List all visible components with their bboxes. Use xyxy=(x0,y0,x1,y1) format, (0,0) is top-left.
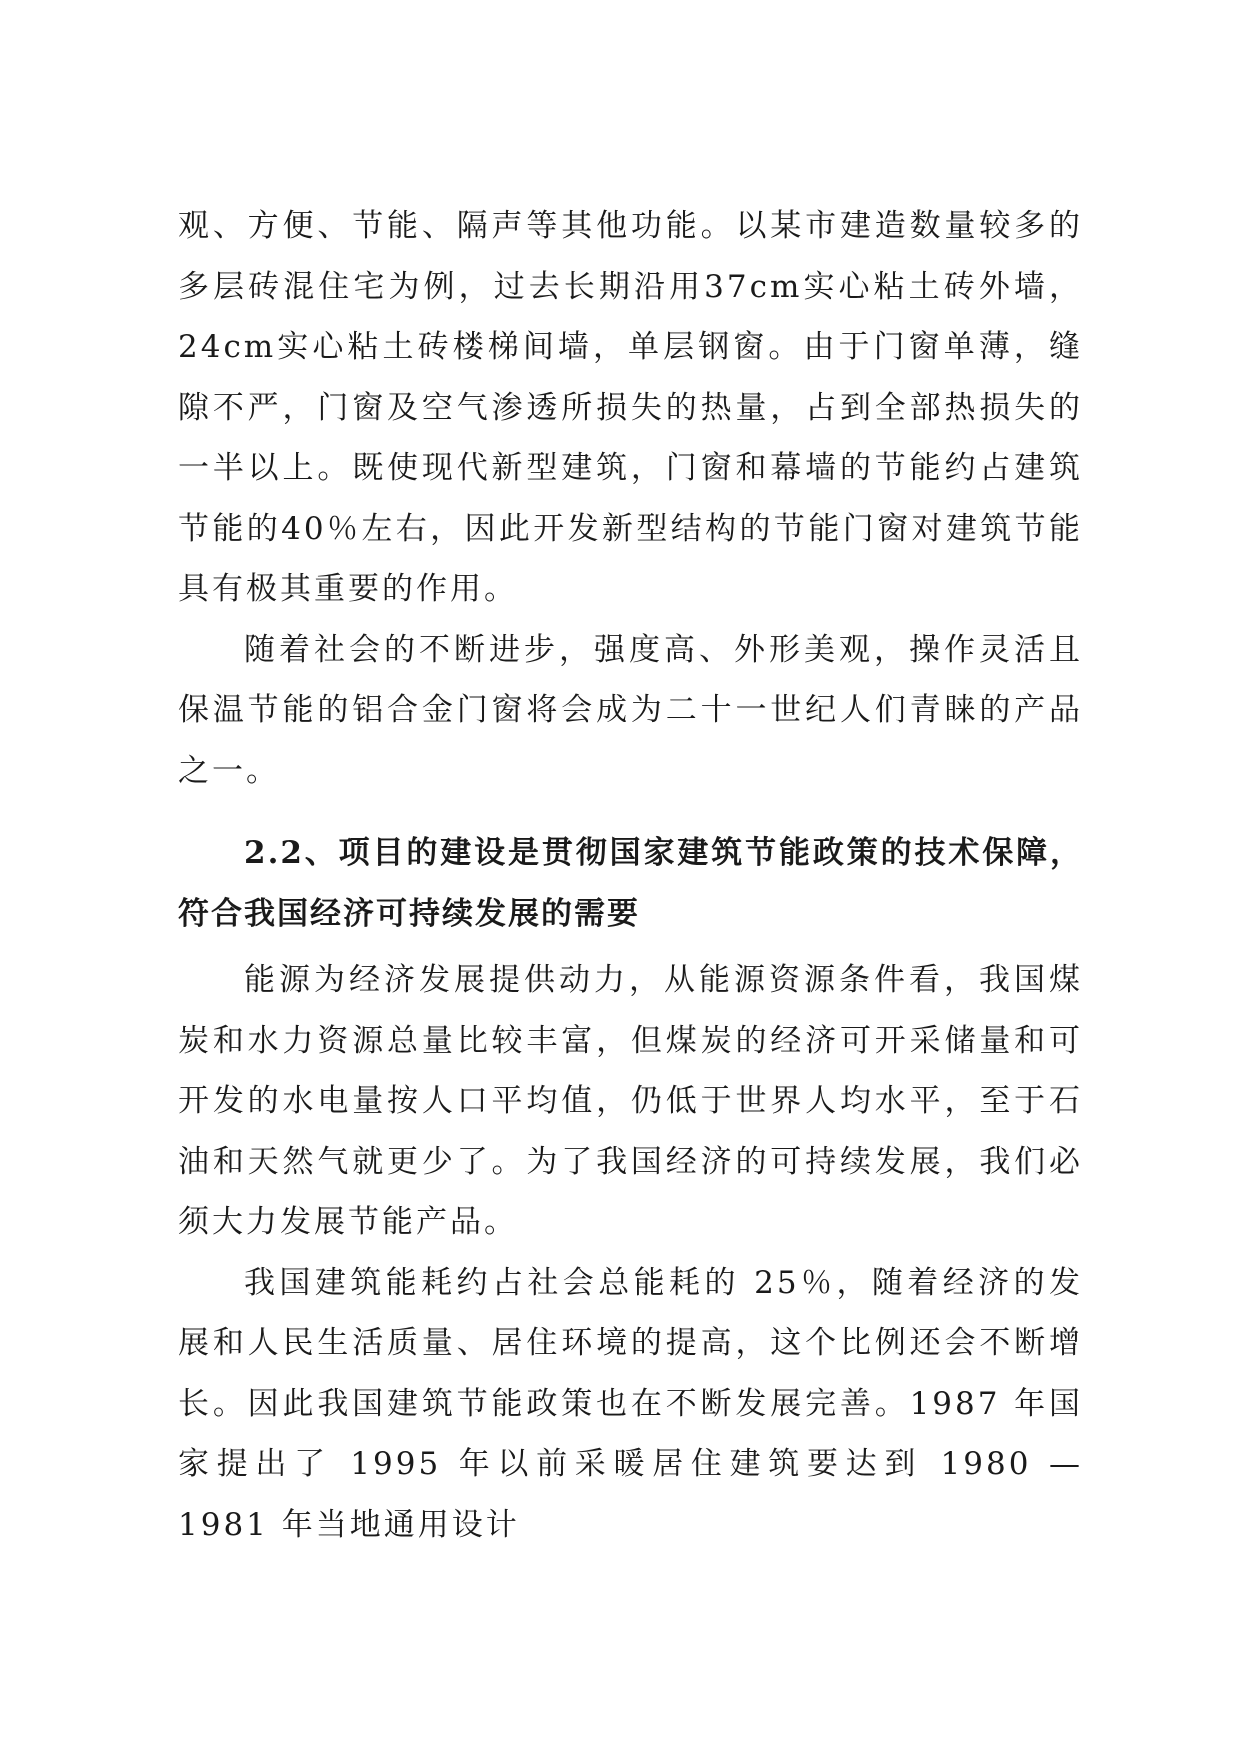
paragraph-building-energy-policy: 我国建筑能耗约占社会总能耗的 25％，随着经济的发展和人民生活质量、居住环境的提高，这个比例还会不断增长。因此我国建筑节能政策也在不断发展完善。1987 年国家提出了 1995 年以前采暖居住建筑要达到 1980 — 1981 年当地通用设计 xyxy=(178,1264,1083,1543)
paragraph-continuation: 观、方便、节能、隔声等其他功能。以某市建造数量较多的多层砖混住宅为例，过去长期沿用37cm实心粘土砖外墙，24cm实心粘土砖楼梯间墙，单层钢窗。由于门窗单薄，缝隙不严，门窗及空气渗透所损失的热量，占到全部热损失的一半以上。既使现代新型建筑，门窗和幕墙的节能约占建筑节能的40％左右，因此开发新型结构的节能门窗对建筑节能具有极其重要的作用。 xyxy=(178,208,1083,607)
document-page xyxy=(178,196,1083,1555)
paragraph-aluminum-windows: 随着社会的不断进步，强度高、外形美观，操作灵活且保温节能的铝合金门窗将会成为二十一世纪人们青睐的产品之一。 xyxy=(178,631,1083,789)
paragraph-energy-resources: 能源为经济发展提供动力，从能源资源条件看，我国煤炭和水力资源总量比较丰富，但煤炭的经济可开采储量和可开发的水电量按人口平均值，仍低于世界人均水平，至于石油和天然气就更少了。为了我国经济的可持续发展，我们必须大力发展节能产品。 xyxy=(178,962,1083,1240)
section-heading-2-2: 2.2、项目的建设是贯彻国家建筑节能政策的技术保障，符合我国经济可持续发展的需要 xyxy=(178,835,1083,932)
